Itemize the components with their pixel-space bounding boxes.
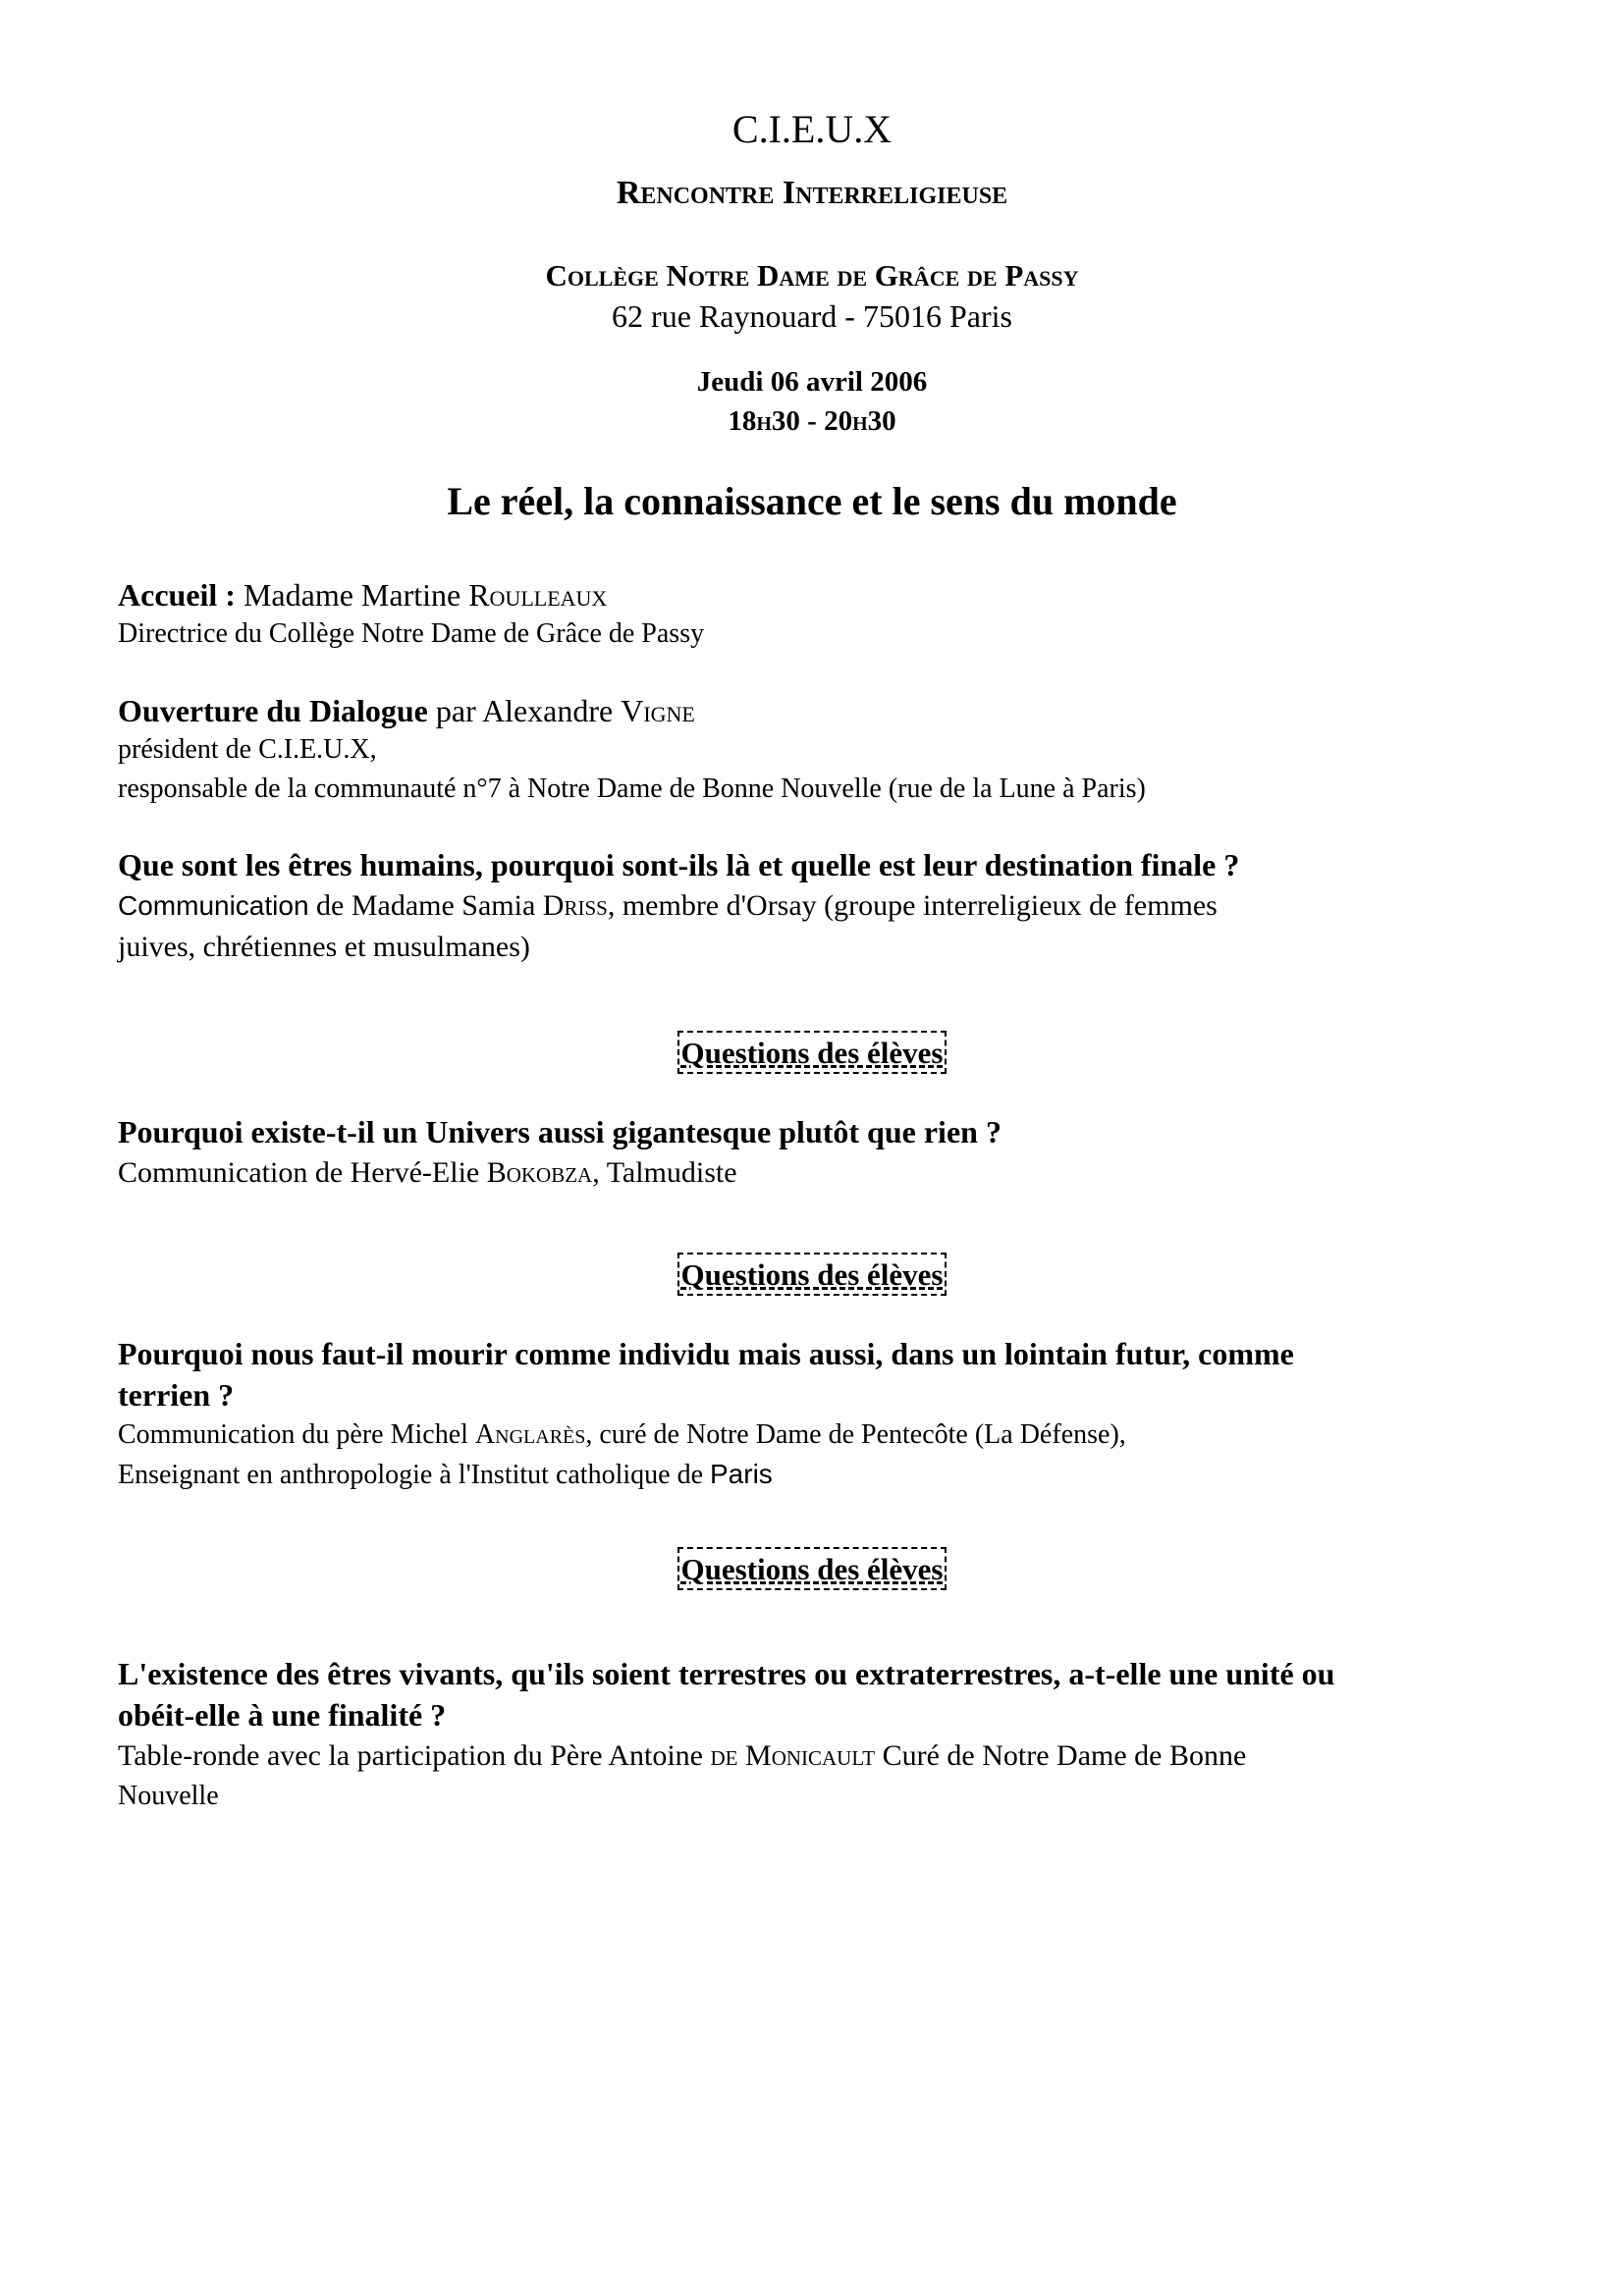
session-3-comm-line2-city: Paris (710, 1459, 773, 1489)
session-1-communication (118, 885, 1532, 927)
ouverture-role-line1: président de C.I.E.U.X, (118, 734, 377, 765)
accueil-line (118, 575, 1532, 614)
ouverture-role-line2: responsable de la communauté n°7 à Notre Dame de Bonne Nouvelle (rue de la Lune à Paris) (118, 774, 1146, 804)
event-type-heading: Rencontre Interreligieuse (616, 175, 1008, 211)
session-3-comm-mid: Communication du père Michel (118, 1419, 475, 1450)
accueil-person-prefix: Madame Martine (235, 577, 469, 613)
questions-box-1-wrap (0, 1031, 1624, 1074)
session-2-comm-mid: Communication de Hervé-Elie (118, 1156, 487, 1189)
session-2-comm-rest: , Talmudiste (592, 1156, 737, 1189)
session-4-question-line1: L'existence des êtres vivants, qu'ils soient terrestres ou extraterrestres, a-t-elle une unité ou (118, 1656, 1335, 1691)
accueil-person-surname: Roulleaux (468, 577, 608, 613)
accueil-label: Accueil : (118, 577, 236, 613)
session-4-comm-surname: Monicault (745, 1739, 876, 1772)
session-3-comm-line2-prefix: Enseignant en anthropologie à l'Institut catholique de (118, 1460, 710, 1490)
event-time: 18h30 - 20h30 (728, 405, 896, 437)
questions-box-3-wrap (0, 1547, 1624, 1590)
session-4-comm-rest: Curé de Notre Dame de Bonne (875, 1739, 1247, 1772)
session-1-comm-rest: , membre d'Orsay (groupe interreligieux de femmes (607, 889, 1218, 922)
session-2-communication (118, 1152, 1532, 1194)
session-1-comm-prefix: Communication (118, 890, 309, 921)
questions-box-2-wrap (0, 1253, 1624, 1296)
ouverture-line (118, 691, 1532, 730)
session-3-question-line2: terrien ? (118, 1377, 235, 1413)
ouverture-section (118, 691, 1532, 809)
session-4 (118, 1653, 1532, 1816)
session-4-comm-space (738, 1739, 746, 1772)
session-3-communication (118, 1415, 1532, 1455)
session-4-comm-prefix: Table-ronde avec la participation du Père Antoine (118, 1739, 711, 1772)
session-4-question-line2: obéit-elle à une finalité ? (118, 1697, 447, 1733)
ouverture-person-prefix: par Alexandre (427, 693, 622, 728)
questions-box-1: Questions des élèves (677, 1031, 947, 1074)
session-3 (118, 1333, 1532, 1495)
session-3-question-line1: Pourquoi nous faut-il mourir comme individu mais aussi, dans un lointain futur, comme (118, 1336, 1294, 1371)
main-title: Le réel, la connaissance et le sens du monde (447, 479, 1177, 523)
event-date: Jeudi 06 avril 2006 (696, 366, 928, 398)
questions-box-3: Questions des élèves (677, 1547, 947, 1590)
session-4-comm-particle: de (710, 1739, 738, 1772)
venue-address: 62 rue Raynouard - 75016 Paris (612, 298, 1012, 334)
session-2-question: Pourquoi existe-t-il un Univers aussi gigantesque plutôt que rien ? (118, 1114, 1001, 1149)
ouverture-label: Ouverture du Dialogue (118, 693, 428, 728)
questions-box-2: Questions des élèves (677, 1253, 947, 1296)
ouverture-person-surname: Vigne (621, 693, 695, 728)
session-2 (118, 1111, 1532, 1194)
session-1-comm-line2: juives, chrétiennes et musulmanes) (118, 931, 530, 963)
session-2-comm-surname: Bokobza (486, 1156, 593, 1189)
venue-name: Collège Notre Dame de Grâce de Passy (545, 258, 1079, 293)
organization-title: C.I.E.U.X (731, 107, 893, 151)
session-1-comm-mid: de Madame Samia (308, 889, 543, 922)
session-3-comm-line2 (118, 1455, 1532, 1495)
session-4-comm-line2: Nouvelle (118, 1781, 219, 1811)
accueil-section (118, 575, 1532, 654)
session-1 (118, 844, 1532, 968)
session-3-comm-surname: Anglarès (474, 1419, 586, 1450)
accueil-role: Directrice du Collège Notre Dame de Grâce de Passy (118, 618, 705, 649)
session-4-communication (118, 1735, 1532, 1777)
session-1-comm-surname: Driss (542, 889, 608, 922)
session-3-comm-rest: , curé de Notre Dame de Pentecôte (La Défense), (585, 1419, 1126, 1450)
session-1-question: Que sont les êtres humains, pourquoi sont-ils là et quelle est leur destination finale ? (118, 847, 1240, 882)
